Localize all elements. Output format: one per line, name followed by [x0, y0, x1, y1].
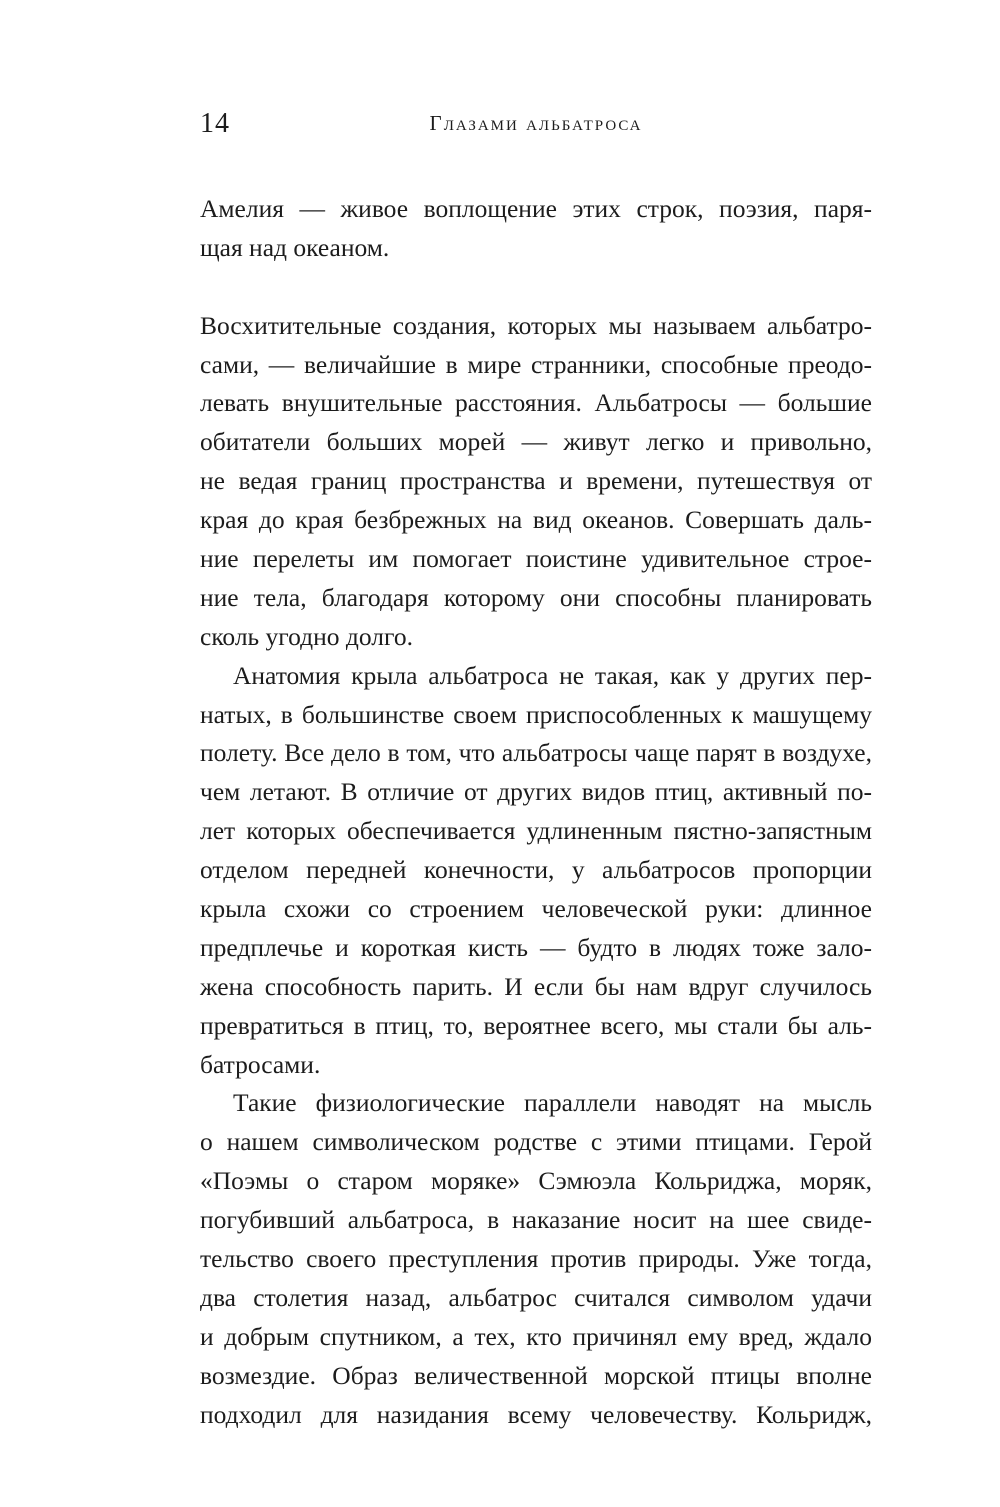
text-line: два столетия назад, альбатрос считался символом удачи [200, 1282, 872, 1312]
text-line: Анатомия крыла альбатроса не такая, как у других пер- [233, 660, 872, 690]
text-line: сколь угодно долго. [200, 621, 413, 651]
text-line: обитатели больших морей — живут легко и привольно, [200, 427, 872, 457]
text-line: предплечье и короткая кисть — будто в людях тоже зало- [200, 932, 872, 962]
text-line: края до края безбрежных на вид океанов. Совершать даль- [200, 505, 872, 535]
text-line: полету. Все дело в том, что альбатросы чаще парят в воздухе, [200, 738, 872, 768]
text-line: погубивший альбатроса, в наказание носит на шее свиде- [200, 1205, 872, 1235]
text-line: натых, в большинстве своем приспособленных к машущему [200, 699, 872, 729]
text-line: Такие физиологические параллели наводят на мысль [233, 1088, 872, 1118]
paragraph [200, 1084, 872, 1434]
text-line: щая над океаном. [200, 232, 390, 262]
text-line: подходил для назидания всему человечеству. Кольридж, [200, 1399, 872, 1429]
text-line: левать внушительные расстояния. Альбатросы — большие [200, 388, 872, 418]
text-line: о нашем символическом родстве с этими птицами. Герой [200, 1127, 872, 1157]
text-line: батросами. [200, 1049, 321, 1079]
text-line: лет которых обеспечивается удлиненным пястно-запястным [200, 816, 872, 846]
text-line: «Поэмы о старом моряке» Сэмюэла Кольриджа, моряк, [200, 1166, 872, 1196]
running-head [200, 108, 872, 142]
text-line: тельство своего преступления против природы. Уже тогда, [200, 1244, 872, 1274]
text-line: сами, — величайшие в мире странники, способные преодо- [200, 349, 872, 379]
text-line: и добрым спутником, а тех, кто причинял ему вред, ждало [200, 1321, 872, 1351]
text-line: не ведая границ пространства и времени, путешествуя от [200, 466, 872, 496]
text-line: чем летают. В отличие от других видов птиц, активный по- [200, 777, 872, 807]
paragraph-gap [200, 268, 872, 307]
text-line: ние перелеты им помогает поистине удивительное строе- [200, 544, 872, 574]
text-line: отделом передней конечности, у альбатросов пропорции [200, 855, 872, 885]
paragraph [200, 190, 872, 268]
paragraph [200, 307, 872, 657]
text-line: ние тела, благодаря которому они способны планировать [200, 582, 872, 612]
text-line: возмездие. Образ величественной морской птицы вполне [200, 1360, 872, 1390]
body-text [200, 190, 872, 1435]
text-line: крыла схожи со строением человеческой руки: длинное [200, 894, 872, 924]
page-number: 14 [200, 108, 230, 139]
text-line: превратиться в птиц, то, вероятнее всего, мы стали бы аль- [200, 1010, 872, 1040]
text-line: Амелия — живое воплощение этих строк, поэзия, паря- [200, 194, 872, 223]
text-line: Восхитительные создания, которых мы называем альбатро- [200, 310, 872, 340]
paragraph [200, 657, 872, 1085]
running-title: Глазами альбатроса [429, 111, 643, 135]
text-line: жена способность парить. И если бы нам вдруг случилось [200, 971, 872, 1001]
